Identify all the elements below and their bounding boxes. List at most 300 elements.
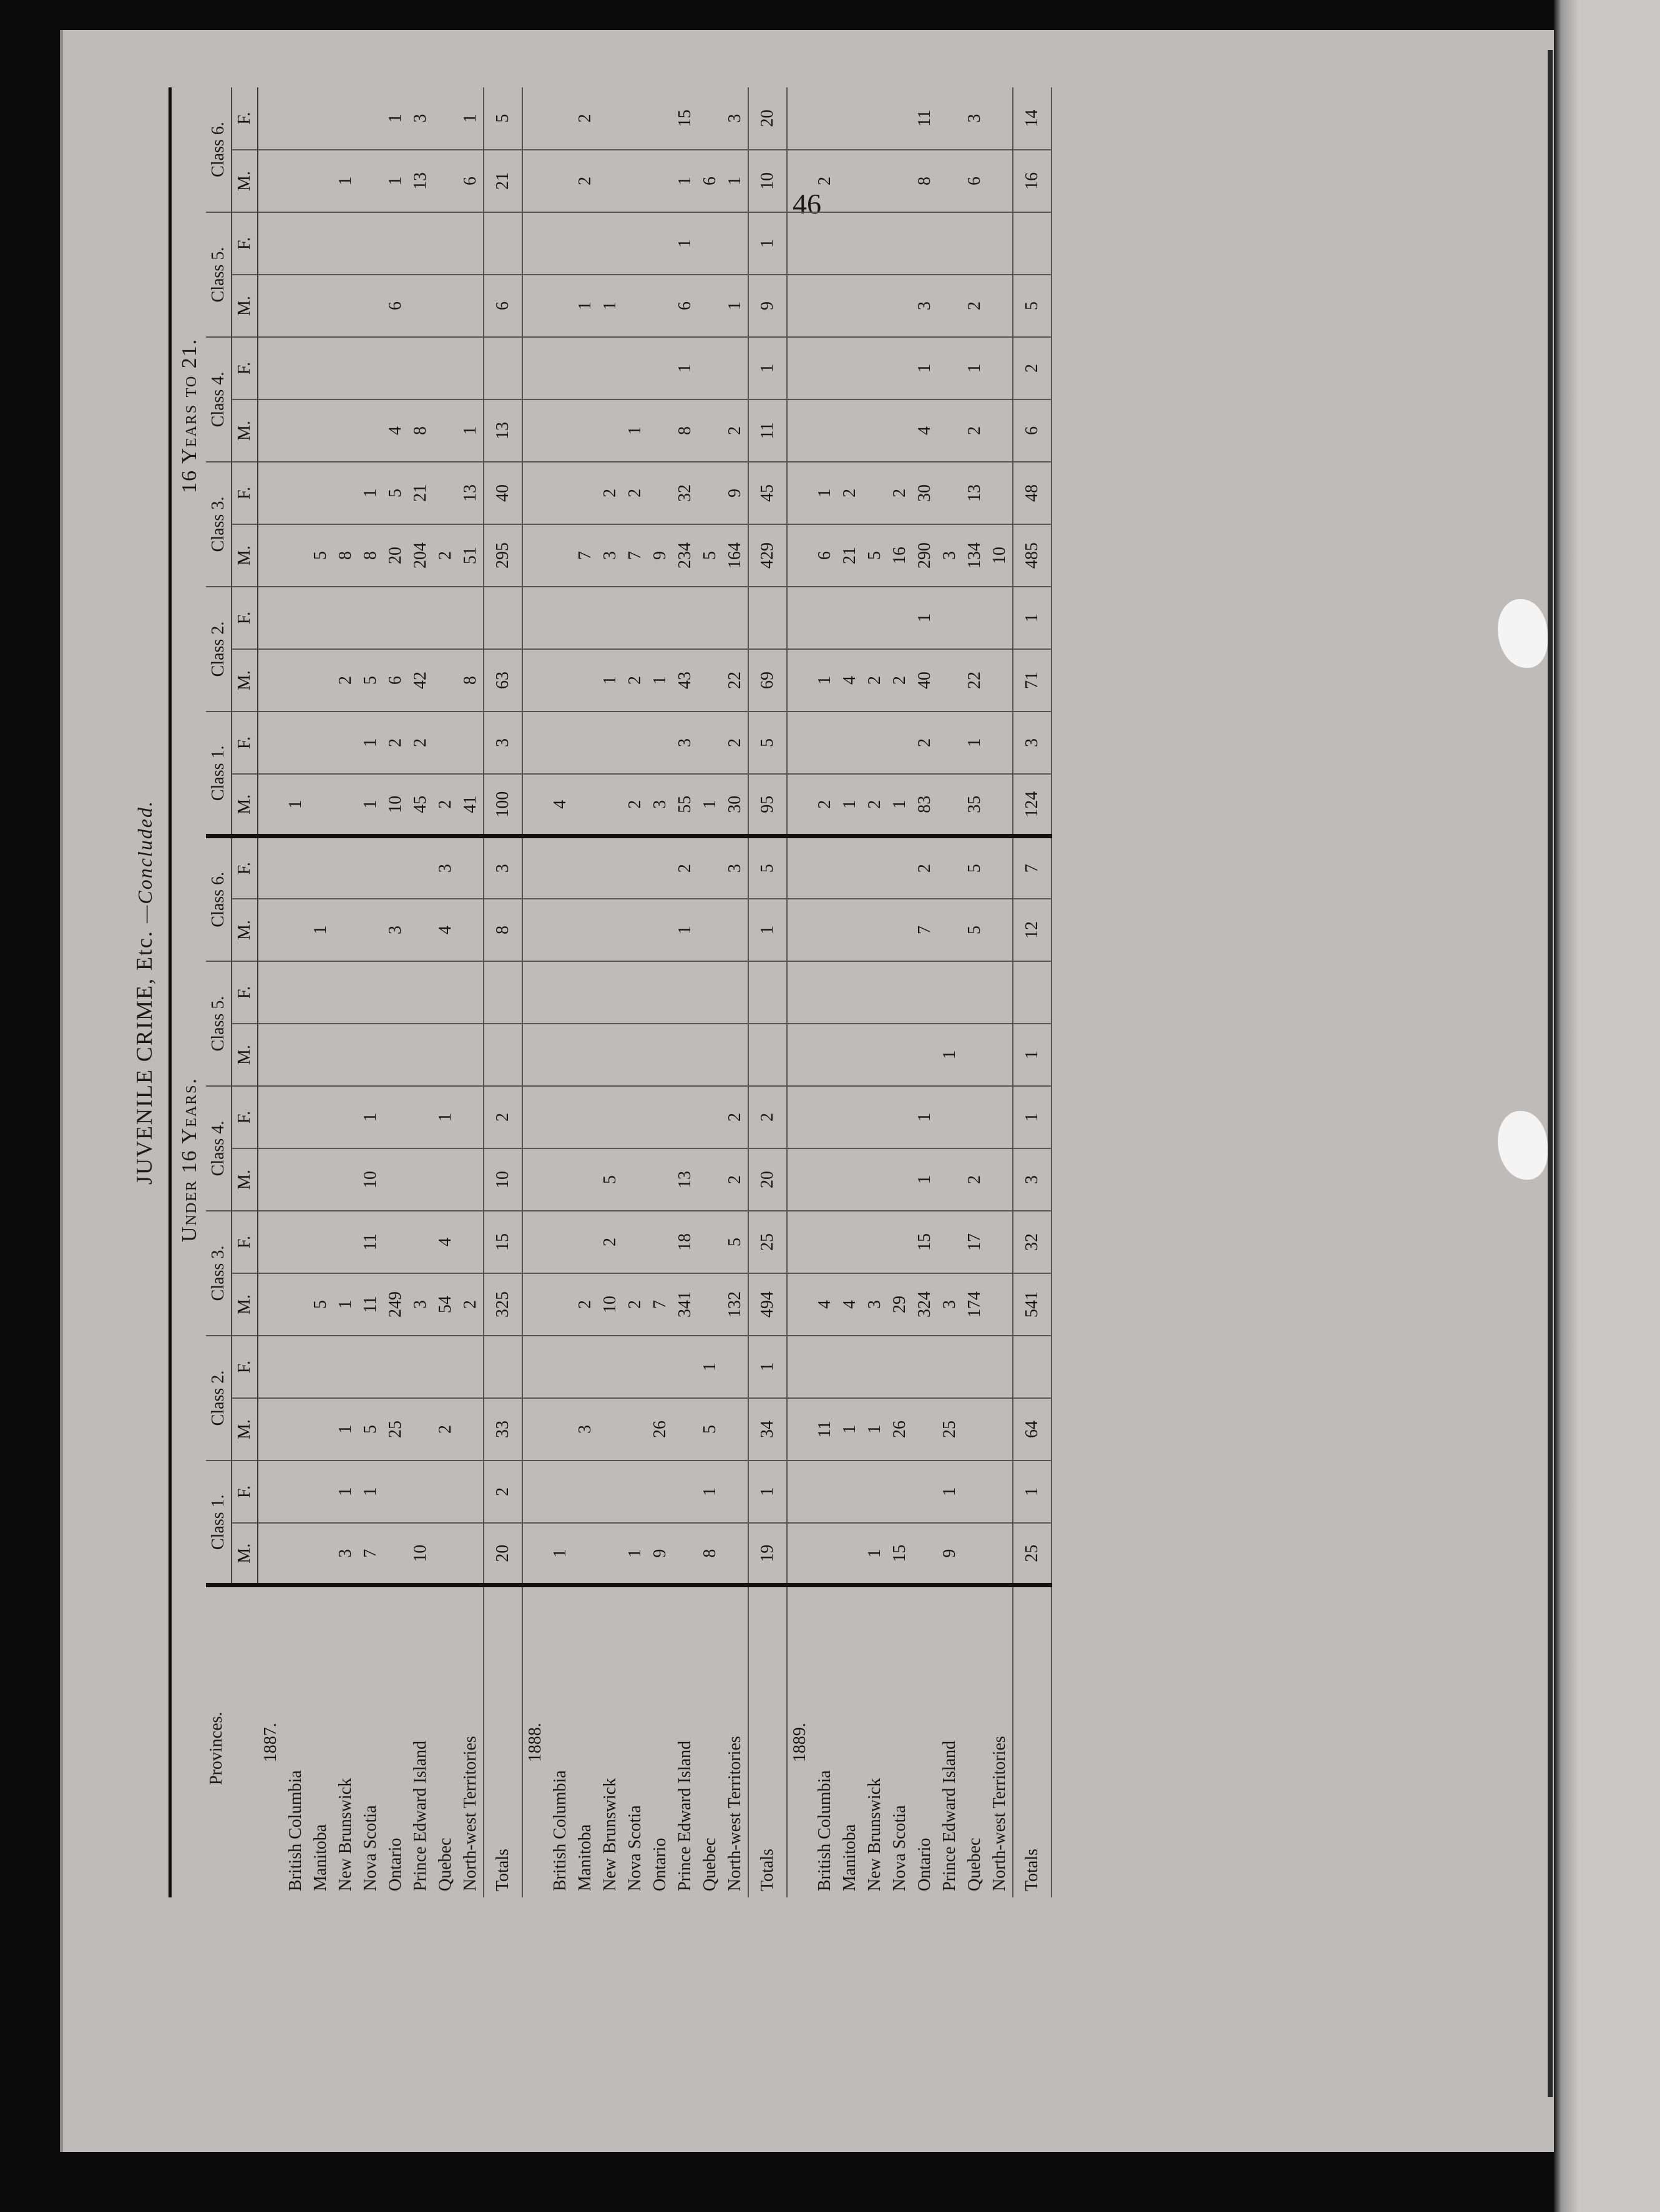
table-cell — [887, 961, 912, 1024]
table-cell — [987, 961, 1013, 1024]
table-cell — [962, 1024, 987, 1086]
empty-cell — [258, 1024, 283, 1086]
table-cell — [458, 275, 484, 337]
province-name: Manitoba — [575, 1824, 595, 1891]
table-cell: 6 — [698, 150, 723, 212]
table-cell — [308, 87, 333, 150]
table-body — [258, 87, 1052, 1897]
table-cell: 5 — [308, 1273, 333, 1336]
table-cell — [623, 1211, 648, 1273]
empty-cell — [787, 1461, 813, 1523]
table-cell: 5 — [484, 87, 522, 150]
empty-cell — [787, 712, 813, 774]
table-cell — [987, 774, 1013, 836]
table-cell: 2 — [912, 712, 937, 774]
table-cell: 21 — [408, 462, 433, 524]
table-cell: 10 — [383, 774, 408, 836]
table-cell: 1 — [648, 649, 673, 712]
table-cell — [698, 275, 723, 337]
table-cell — [283, 587, 308, 649]
table-cell: 3 — [484, 836, 522, 899]
table-cell — [937, 87, 962, 150]
empty-cell — [258, 587, 283, 649]
a16-class-4-m-heading: M. — [232, 399, 258, 462]
table-cell — [283, 649, 308, 712]
table-cell — [648, 150, 673, 212]
table-cell: 7 — [912, 899, 937, 961]
table-cell — [283, 1273, 308, 1336]
table-cell — [598, 1461, 623, 1523]
table-cell — [912, 1024, 937, 1086]
table-cell — [987, 1148, 1013, 1211]
empty-cell — [258, 961, 283, 1024]
table-cell: 25 — [748, 1211, 787, 1273]
table-cell — [748, 1024, 787, 1086]
table-cell — [648, 275, 673, 337]
table-cell — [458, 1461, 484, 1523]
table-cell: 1 — [748, 212, 787, 275]
table-cell — [698, 1211, 723, 1273]
province-name: Ontario — [915, 1838, 934, 1891]
table-cell: 5 — [308, 524, 333, 587]
table-cell — [433, 1523, 458, 1585]
table-cell: 41 — [458, 774, 484, 836]
table-cell: 8 — [408, 399, 433, 462]
table-row — [698, 87, 723, 1897]
table-cell — [308, 1148, 333, 1211]
table-cell: 3 — [573, 1398, 598, 1461]
table-cell: 55 — [673, 774, 698, 836]
table-cell: 9 — [748, 275, 787, 337]
table-cell — [458, 212, 484, 275]
table-cell — [548, 1211, 573, 1273]
u16-class-2-f-heading: F. — [232, 1336, 258, 1398]
table-cell: 13 — [673, 1148, 698, 1211]
table-cell — [698, 961, 723, 1024]
table-cell: 4 — [912, 399, 937, 462]
table-cell — [573, 399, 598, 462]
table-cell — [623, 587, 648, 649]
table-cell: 8 — [698, 1523, 723, 1585]
empty-cell — [258, 87, 283, 150]
table-cell: 25 — [383, 1398, 408, 1461]
table-cell — [308, 649, 333, 712]
table-cell: 7 — [648, 1273, 673, 1336]
empty-cell — [522, 87, 548, 150]
title-main: JUVENILE CRIME, Etc. — [132, 930, 157, 1185]
table-cell — [598, 1086, 623, 1148]
table-cell: 1 — [723, 275, 748, 337]
table-cell — [723, 1336, 748, 1398]
table-cell: 5 — [358, 1398, 383, 1461]
a16-class-2-heading: Class 2. — [206, 587, 232, 712]
table-cell — [813, 836, 837, 899]
table-cell — [548, 1336, 573, 1398]
title-suffix: —Concluded. — [134, 800, 156, 924]
table-cell: 1 — [862, 1398, 887, 1461]
table-cell — [408, 1211, 433, 1273]
table-cell — [837, 712, 862, 774]
table-cell — [283, 1461, 308, 1523]
table-cell: 20 — [748, 87, 787, 150]
table-cell — [283, 399, 308, 462]
table-cell: 22 — [723, 649, 748, 712]
table-cell — [862, 462, 887, 524]
table-cell — [358, 899, 383, 961]
table-cell — [912, 1336, 937, 1398]
u16-class-3-f-heading: F. — [232, 1211, 258, 1273]
table-cell: 3 — [648, 774, 673, 836]
table-cell: 8 — [484, 899, 522, 961]
table-row — [673, 87, 698, 1897]
table-cell — [358, 961, 383, 1024]
table-cell — [748, 961, 787, 1024]
table-cell: 64 — [1013, 1398, 1052, 1461]
empty-cell — [258, 1523, 283, 1585]
province-name: New Brunswick — [336, 1778, 355, 1891]
table-cell — [383, 1148, 408, 1211]
table-cell — [408, 1461, 433, 1523]
table-row — [862, 87, 887, 1897]
table-cell — [548, 1273, 573, 1336]
table-cell: 2 — [623, 462, 648, 524]
table-cell — [987, 462, 1013, 524]
table-cell — [837, 275, 862, 337]
table-cell: 1 — [1013, 1086, 1052, 1148]
empty-cell — [258, 337, 283, 399]
table-cell — [723, 1461, 748, 1523]
table-cell — [308, 337, 333, 399]
empty-cell — [258, 1148, 283, 1211]
table-cell — [333, 462, 358, 524]
table-cell — [283, 1336, 308, 1398]
empty-cell — [787, 1211, 813, 1273]
table-cell — [623, 1148, 648, 1211]
table-cell — [433, 649, 458, 712]
table-cell — [548, 337, 573, 399]
table-cell — [962, 1336, 987, 1398]
table-cell — [458, 1211, 484, 1273]
table-cell: 2 — [962, 399, 987, 462]
table-cell — [548, 399, 573, 462]
totals-label: Totals — [748, 1585, 787, 1897]
table-cell: 3 — [937, 524, 962, 587]
table-cell — [283, 961, 308, 1024]
table-cell: 1 — [283, 774, 308, 836]
table-cell — [308, 1398, 333, 1461]
empty-cell — [787, 212, 813, 275]
empty-cell — [522, 212, 548, 275]
table-cell: 2 — [458, 1273, 484, 1336]
table-cell: 2 — [408, 712, 433, 774]
table-cell — [548, 712, 573, 774]
table-cell — [433, 87, 458, 150]
table-row — [408, 87, 433, 1897]
table-cell — [408, 1336, 433, 1398]
table-cell: 25 — [937, 1398, 962, 1461]
u16-class-2-heading: Class 2. — [206, 1336, 232, 1461]
empty-cell — [522, 836, 548, 899]
table-cell — [648, 1024, 673, 1086]
table-cell — [837, 1523, 862, 1585]
table-cell — [484, 1024, 522, 1086]
table-cell — [573, 587, 598, 649]
table-cell — [458, 1523, 484, 1585]
table-cell — [813, 87, 837, 150]
table-cell — [813, 1523, 837, 1585]
table-cell — [862, 1211, 887, 1273]
table-cell — [283, 87, 308, 150]
table-cell — [937, 1211, 962, 1273]
table-cell — [283, 150, 308, 212]
table-cell — [987, 1398, 1013, 1461]
table-cell — [408, 961, 433, 1024]
table-cell — [383, 212, 408, 275]
table-cell — [813, 1148, 837, 1211]
table-cell — [358, 275, 383, 337]
table-cell — [333, 899, 358, 961]
table-cell — [862, 87, 887, 150]
table-cell — [987, 399, 1013, 462]
year-row — [522, 87, 548, 1897]
table-cell: 124 — [1013, 774, 1052, 836]
table-cell: 15 — [887, 1523, 912, 1585]
empty-cell — [787, 87, 813, 150]
table-cell — [598, 212, 623, 275]
table-cell — [283, 524, 308, 587]
table-cell: 2 — [862, 774, 887, 836]
table-cell: 6 — [1013, 399, 1052, 462]
table-cell — [573, 462, 598, 524]
province-name: Quebec — [436, 1838, 455, 1891]
table-cell — [458, 1148, 484, 1211]
table-cell: 34 — [748, 1398, 787, 1461]
empty-cell — [258, 1461, 283, 1523]
table-cell — [837, 1086, 862, 1148]
table-cell: 40 — [912, 649, 937, 712]
table-cell — [548, 587, 573, 649]
table-cell: 1 — [573, 275, 598, 337]
table-cell: 14 — [1013, 87, 1052, 150]
table-cell: 15 — [484, 1211, 522, 1273]
a16-class-1-heading: Class 1. — [206, 712, 232, 836]
table-cell — [698, 1086, 723, 1148]
table-cell: 1 — [837, 774, 862, 836]
table-cell — [837, 899, 862, 961]
table-cell: 13 — [962, 462, 987, 524]
table-cell — [283, 1523, 308, 1585]
table-cell: 17 — [962, 1211, 987, 1273]
table-cell — [548, 275, 573, 337]
table-cell: 2 — [673, 836, 698, 899]
table-cell: 20 — [383, 524, 408, 587]
table-cell: 51 — [458, 524, 484, 587]
table-cell — [862, 1086, 887, 1148]
table-cell — [308, 150, 333, 212]
table-cell: 1 — [333, 150, 358, 212]
table-row — [283, 87, 308, 1897]
province-name: British Columbia — [550, 1770, 570, 1891]
table-cell: 29 — [887, 1273, 912, 1336]
table-cell — [623, 275, 648, 337]
table-cell — [987, 649, 1013, 712]
u16-class-4-f-heading: F. — [232, 1086, 258, 1148]
page-title — [131, 87, 157, 1897]
table-cell — [283, 337, 308, 399]
table-cell — [283, 1398, 308, 1461]
table-cell — [383, 1336, 408, 1398]
empty-cell — [522, 275, 548, 337]
table-cell — [862, 1024, 887, 1086]
table-cell — [673, 961, 698, 1024]
table-cell — [987, 275, 1013, 337]
empty-cell — [522, 712, 548, 774]
a16-class-5-f-heading: F. — [232, 212, 258, 275]
age16to21-heading: 16 Years to 21. — [178, 338, 201, 493]
table-cell — [937, 462, 962, 524]
table-cell — [333, 774, 358, 836]
table-cell — [484, 212, 522, 275]
table-cell — [648, 87, 673, 150]
table-cell — [458, 1024, 484, 1086]
table-cell: 48 — [1013, 462, 1052, 524]
table-cell — [573, 1523, 598, 1585]
table-row — [308, 87, 333, 1897]
table-cell: 1 — [813, 649, 837, 712]
table-cell: 13 — [484, 399, 522, 462]
table-cell — [987, 899, 1013, 961]
totals-label: Totals — [1013, 1585, 1052, 1897]
table-cell: 1 — [458, 399, 484, 462]
table-cell: 1 — [433, 1086, 458, 1148]
table-cell: 26 — [648, 1398, 673, 1461]
table-cell: 1 — [673, 899, 698, 961]
table-cell — [383, 836, 408, 899]
table-cell — [937, 712, 962, 774]
table-cell — [333, 587, 358, 649]
table-cell: 325 — [484, 1273, 522, 1336]
table-cell: 1 — [358, 1461, 383, 1523]
province-name: New Brunswick — [600, 1778, 620, 1891]
table-cell: 1 — [937, 1461, 962, 1523]
table-cell — [573, 337, 598, 399]
table-cell: 3 — [333, 1523, 358, 1585]
table-cell: 8 — [912, 150, 937, 212]
table-cell — [648, 1211, 673, 1273]
empty-cell — [787, 961, 813, 1024]
table-cell — [383, 1086, 408, 1148]
table-cell — [358, 587, 383, 649]
table-cell: 2 — [962, 275, 987, 337]
table-cell: 1 — [962, 337, 987, 399]
table-cell — [548, 1461, 573, 1523]
a16-class-3-m-heading: M. — [232, 524, 258, 587]
table-cell — [598, 899, 623, 961]
table-cell: 1 — [912, 1086, 937, 1148]
table-cell — [937, 337, 962, 399]
table-cell — [573, 836, 598, 899]
table-cell: 2 — [813, 150, 837, 212]
table-row — [458, 87, 484, 1897]
table-cell: 1 — [698, 774, 723, 836]
table-cell — [937, 1148, 962, 1211]
table-cell: 19 — [748, 1523, 787, 1585]
table-cell — [862, 587, 887, 649]
table-row — [433, 87, 458, 1897]
table-cell — [308, 587, 333, 649]
empty-cell — [258, 774, 283, 836]
table-cell — [862, 212, 887, 275]
table-cell — [283, 275, 308, 337]
table-cell — [383, 1024, 408, 1086]
table-cell: 4 — [813, 1273, 837, 1336]
table-cell: 1 — [358, 774, 383, 836]
table-cell: 1 — [458, 87, 484, 150]
table-cell — [433, 1461, 458, 1523]
table-cell — [458, 587, 484, 649]
table-cell: 3 — [1013, 1148, 1052, 1211]
table-cell — [308, 1336, 333, 1398]
table-cell — [283, 712, 308, 774]
table-cell — [813, 399, 837, 462]
table-cell — [673, 1024, 698, 1086]
table-cell: 1 — [623, 399, 648, 462]
table-cell: 13 — [458, 462, 484, 524]
table-cell: 494 — [748, 1273, 787, 1336]
table-cell — [862, 961, 887, 1024]
table-cell — [333, 1024, 358, 1086]
table-cell — [698, 399, 723, 462]
table-cell: 1 — [333, 1398, 358, 1461]
table-cell — [962, 1523, 987, 1585]
table-cell: 6 — [484, 275, 522, 337]
table-cell — [383, 1211, 408, 1273]
table-cell: 1 — [962, 712, 987, 774]
table-row — [887, 87, 912, 1897]
empty-cell — [787, 899, 813, 961]
table-cell: 45 — [748, 462, 787, 524]
table-cell: 2 — [433, 524, 458, 587]
year-row — [787, 87, 813, 1897]
table-cell: 1 — [912, 587, 937, 649]
table-row — [333, 87, 358, 1897]
table-cell: 1 — [308, 899, 333, 961]
table-cell — [698, 649, 723, 712]
table-cell — [433, 961, 458, 1024]
table-cell — [837, 587, 862, 649]
table-cell — [623, 150, 648, 212]
table-cell — [673, 1398, 698, 1461]
table-cell — [548, 462, 573, 524]
table-cell — [408, 587, 433, 649]
empty-cell — [522, 462, 548, 524]
table-cell: 4 — [383, 399, 408, 462]
table-cell: 1 — [912, 337, 937, 399]
table-cell: 10 — [358, 1148, 383, 1211]
table-cell — [648, 1336, 673, 1398]
empty-cell — [522, 150, 548, 212]
table-cell — [837, 87, 862, 150]
table-cell: 290 — [912, 524, 937, 587]
table-cell: 4 — [433, 1211, 458, 1273]
table-cell — [937, 1086, 962, 1148]
table-cell — [573, 649, 598, 712]
table-cell — [333, 961, 358, 1024]
table-cell: 485 — [1013, 524, 1052, 587]
table-cell — [862, 712, 887, 774]
table-cell — [548, 1398, 573, 1461]
table-cell — [887, 1024, 912, 1086]
